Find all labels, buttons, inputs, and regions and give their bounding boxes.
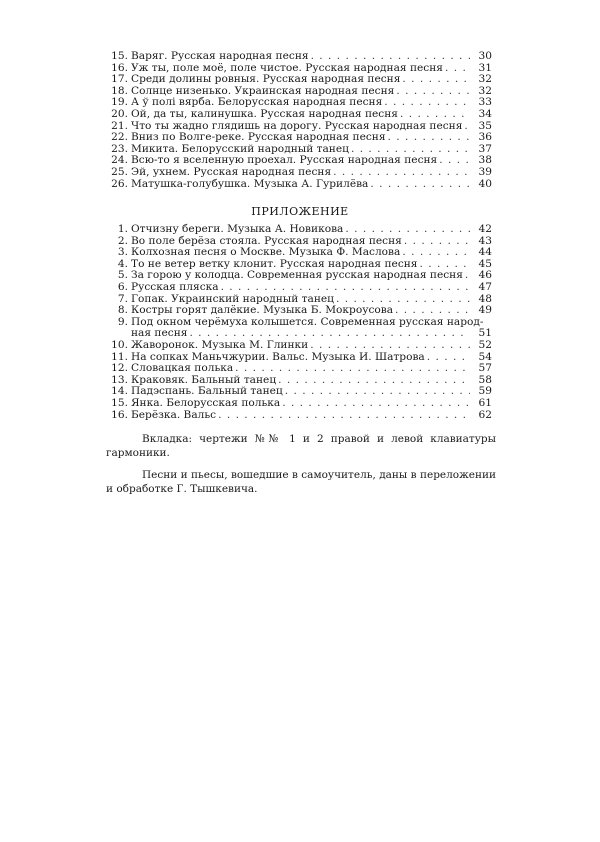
dot-leader [445,63,470,75]
entry-number: 26. [111,177,128,190]
entry-number: 21. [111,119,128,132]
dot-leader [427,352,470,364]
page-number: 47 [478,280,492,293]
toc-entry [106,305,492,317]
entry-title: Солнце низенько. Украинская народная песня [131,84,395,97]
entry-title: А ў полі вярба. Белорусская народная песня [131,96,383,109]
entry-number: 8. [117,304,128,317]
entry-title: Эй, ухнем. Русская народная песня [131,165,332,178]
page-number: 40 [478,177,492,190]
entry-title: То не ветер ветку клонит. Русская народная песня [131,257,418,270]
toc-entry [106,109,492,121]
toc-entry [106,132,492,144]
dot-leader [400,109,470,121]
entry-number: 10. [111,338,128,351]
page-number: 32 [478,84,492,97]
page-number: 35 [478,119,492,132]
entry-number: 19. [111,96,128,109]
page-number: 45 [478,257,492,270]
page-number: 43 [478,234,492,247]
entry-title: Жаворонок. Музыка М. Глинки [131,338,309,351]
entry-title: Всю-то я вселенную проехал. Русская народная песня [131,154,438,167]
page-number: 31 [478,61,492,74]
entry-number: 11. [111,350,128,363]
entry-number: 2. [117,234,128,247]
table-of-contents [106,51,492,190]
dot-leader [439,155,470,167]
page-number: 54 [478,350,492,363]
page-number: 32 [478,73,492,86]
entry-title: Янка. Белорусская полька [131,396,281,409]
entry-title: Костры горят далёкие. Музыка Б. Мокроусова [131,304,394,317]
page-number: 49 [478,304,492,317]
entry-number: 3. [117,246,128,259]
page-number: 30 [478,50,492,62]
entry-number: 5. [117,269,128,282]
entry-title: За горою у колодца. Современная русская народная песня [131,269,463,282]
dot-leader [345,224,470,236]
page-number: 57 [478,362,492,375]
appendix-heading: ПРИЛОЖЕНИЕ [251,205,349,218]
entry-number: 14. [111,385,128,398]
dot-leader [396,86,470,98]
page-number: 44 [478,246,492,259]
page-number: 38 [478,154,492,167]
dot-leader [388,132,470,144]
insert-note-text: Вкладка: чертежи №№ 1 и 2 правой и левой клавиатуры гармоники. [106,433,496,459]
entry-number: 6. [117,280,128,293]
toc-entry [106,282,492,294]
entry-number: 17. [111,73,128,86]
appendix-contents [106,224,492,421]
entry-title: Под окном черёмуха колышется. Современная русская народ- [131,315,484,328]
dot-leader [465,270,470,282]
toc-entry [106,410,492,422]
entry-title: Варяг. Русская народная песня [131,50,309,62]
entry-title: Во поле берёза стояла. Русская народная песня [131,234,402,247]
dot-leader [282,398,470,410]
entry-number: 24. [111,154,128,167]
toc-entry [106,179,492,191]
entry-title: Уж ты, поле моё, поле чистое. Русская народная песня [131,61,443,74]
entry-number: 15. [111,50,128,62]
page-number: 59 [478,385,492,398]
entry-title: Краковяк. Бальный танец [131,373,277,386]
insert-note [106,432,496,460]
dot-leader [404,236,470,248]
entry-title: Ой, да ты, калинушка. Русская народная песня [131,107,398,120]
page-number: 33 [478,96,492,109]
entry-number: 9. [117,315,128,328]
entry-title: Микита. Белорусский народный танец [131,142,349,155]
dot-leader [333,167,470,179]
entry-number: 20. [111,107,128,120]
toc-entry [106,167,492,179]
entry-number: 13. [111,373,128,386]
page-number: 37 [478,142,492,155]
entry-title: Что ты жадно глядишь на дорогу. Русская народная песня [131,119,463,132]
dot-leader [370,179,470,191]
dot-leader [310,340,470,352]
entry-title: Среди долины ровныя. Русская народная песня [131,73,401,86]
dot-leader [311,51,470,63]
toc-entry [106,363,492,375]
page-number: 42 [478,223,492,235]
entry-number: 1. [117,223,128,235]
entry-title: Берёзка. Вальс [131,408,217,421]
arrangement-note-text: Песни и пьесы, вошедшие в самоучитель, даны в переложении и обработке Г. Тышкевича. [106,469,496,495]
entry-number: 18. [111,84,128,97]
entry-number: 4. [117,257,128,270]
entry-number: 16. [111,61,128,74]
entry-number: 15. [111,396,128,409]
dot-leader [285,386,470,398]
entry-title: Русская пляска [131,280,219,293]
page-number: 46 [478,269,492,282]
toc-entry [106,51,492,63]
page-number: 58 [478,373,492,386]
entry-title: Словацкая полька [131,362,234,375]
entry-title: Колхозная песня о Москве. Музыка Ф. Маслова [131,246,401,259]
toc-entry [106,340,492,352]
toc-entry [106,224,492,236]
entry-title: Падэспань. Бальный танец [131,385,283,398]
entry-number: 12. [111,362,128,375]
page-number: 52 [478,338,492,351]
entry-number: 25. [111,165,128,178]
dot-leader [464,121,470,133]
entry-number: 22. [111,131,128,144]
dot-leader [402,74,470,86]
dot-leader [221,282,470,294]
entry-number: 16. [111,408,128,421]
page-number: 61 [478,396,492,409]
page-number: 48 [478,292,492,305]
page-number: 39 [478,165,492,178]
entry-title: Отчизну береги. Музыка А. Новикова [131,223,344,235]
dot-leader [278,375,470,387]
page-number: 62 [478,408,492,421]
dot-leader [235,363,470,375]
entry-title: Матушка-голубушка. Музыка А. Гурилёва [131,177,369,190]
toc-entry [106,398,492,410]
entry-title: На сопках Маньчжурии. Вальс. Музыка И. Шатрова [131,350,425,363]
page-number: 51 [478,327,492,340]
entry-title: Гопак. Украинский народный танец [131,292,334,305]
entry-title-continuation: ная песня [131,327,188,340]
entry-number: 7. [117,292,128,305]
entry-title: Вниз по Волге-реке. Русская народная песня [131,131,386,144]
dot-leader [218,410,470,422]
page-number: 36 [478,131,492,144]
dot-leader [395,305,470,317]
page-number: 34 [478,107,492,120]
entry-number: 23. [111,142,128,155]
arrangement-note [106,468,496,496]
